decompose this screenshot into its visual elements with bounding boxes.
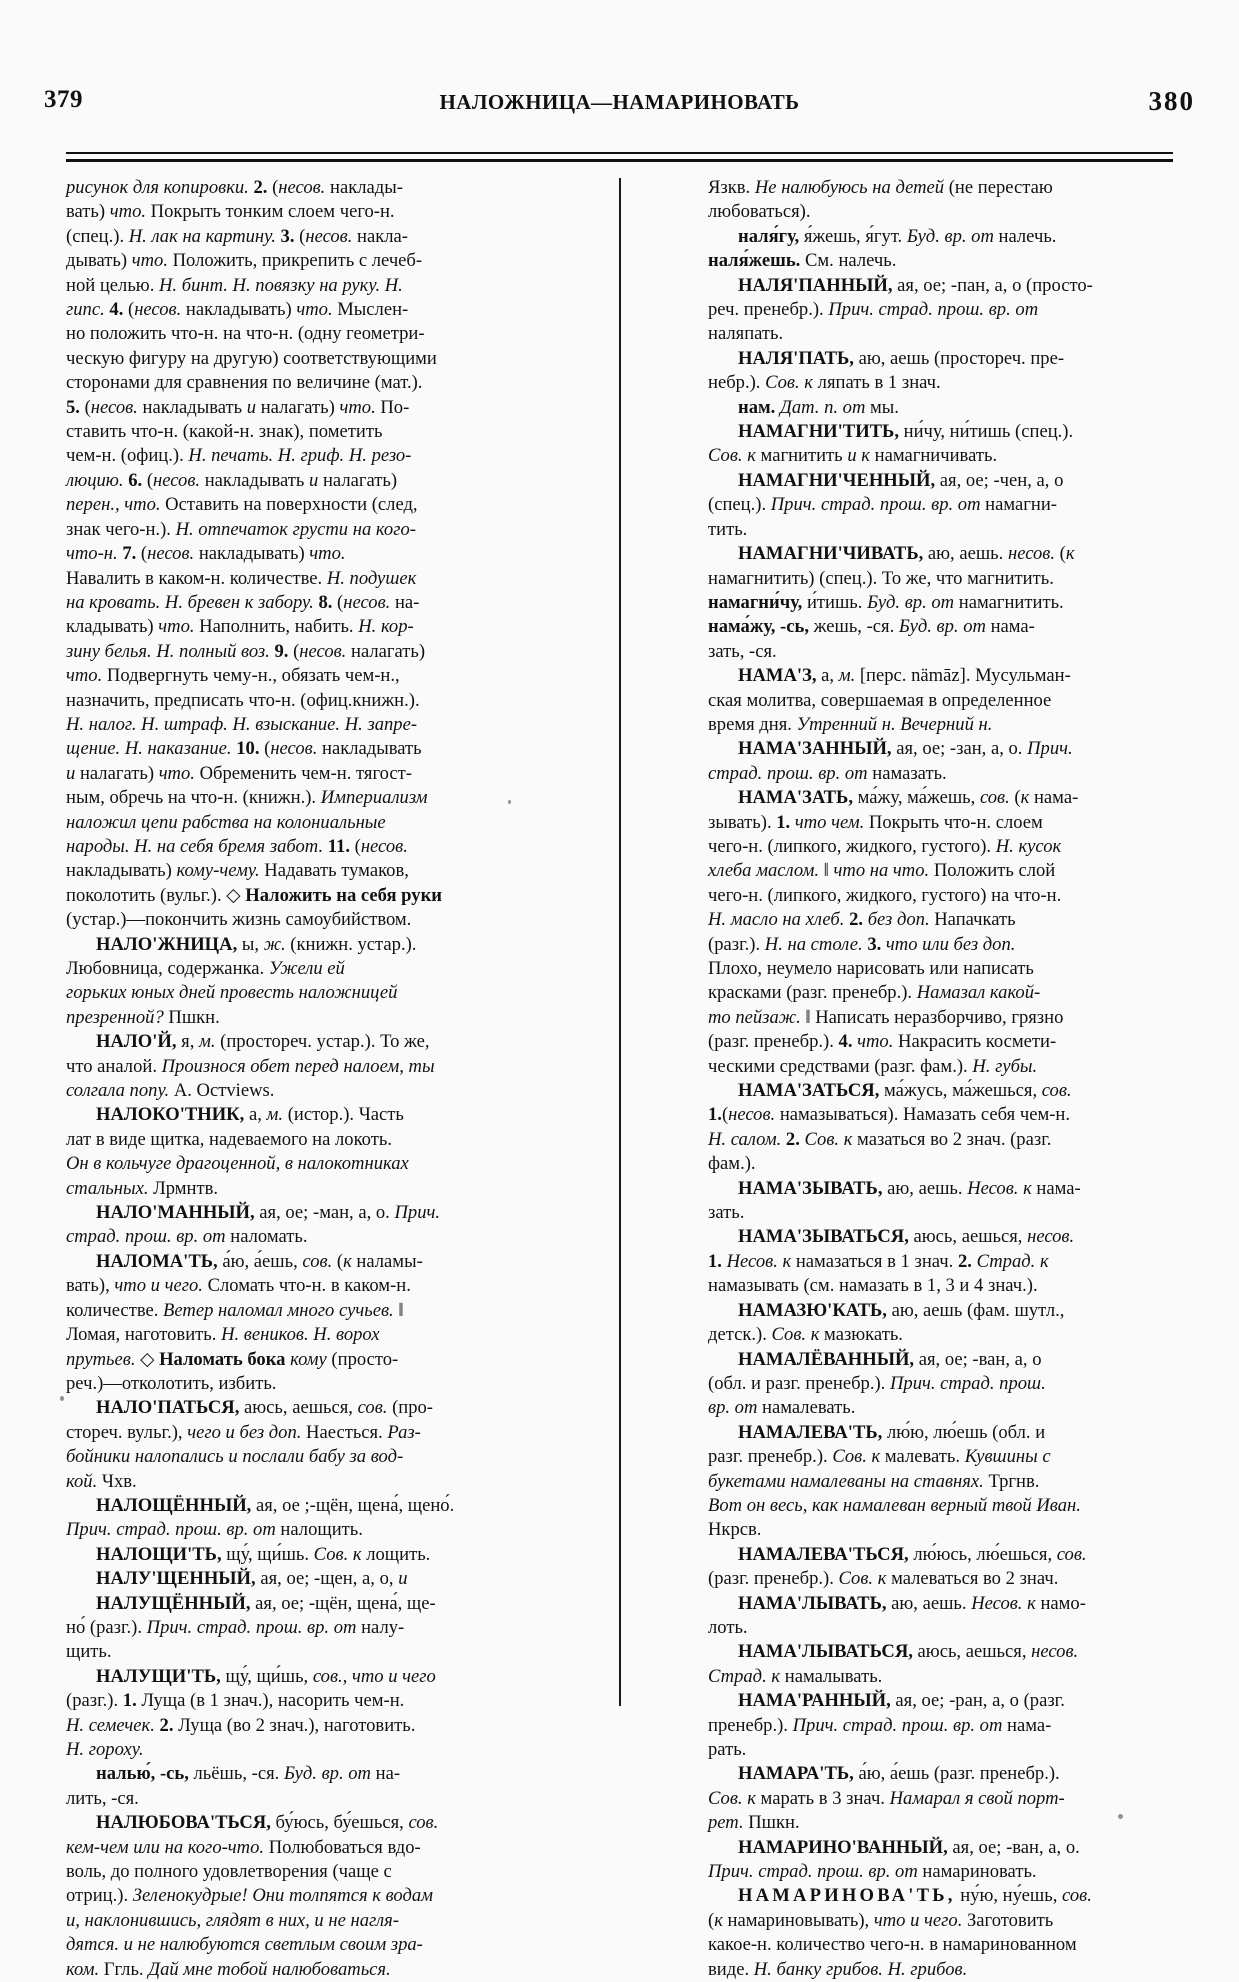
entry-body-line: страд. прош. вр. от намазать.	[708, 762, 947, 784]
entry-body-line: отриц.). Зеленокудрые! Они толпятся к водам	[66, 1885, 434, 1907]
entry-body-line: (к намариновывать), что и чего. Заготовить	[708, 1909, 1054, 1931]
scan-speck	[60, 1396, 64, 1401]
entry-headword-line: НАМАРИНОВА'ТЬ, ну́ю, ну́ешь, сов.	[738, 1885, 1092, 1907]
scan-speck	[1118, 1814, 1123, 1819]
entry-headword-line: НАМА'ЛЫВАТЬСЯ, аюсь, аешься, несов.	[738, 1641, 1079, 1663]
entry-headword-line: НАЛОЩИ'ТЬ, щу́, щи́шь. Сов. к лощить.	[96, 1543, 431, 1565]
continuation-line: (устар.)—покончить жизнь самоубийством.	[66, 909, 412, 931]
entry-headword-line: НАМАРИНО'ВАННЫЙ, ая, ое; -ван, а, о.	[738, 1836, 1080, 1858]
entry-body-line: воль, до полного удовлетворения (чаще с	[66, 1861, 392, 1883]
entry-body-line: хлеба маслом. ‖ что на что. Положить слой	[708, 860, 1056, 882]
entry-body-line: зать.	[708, 1202, 745, 1224]
entry-body-line: прутьев. ◇ Наломать бока кому (просто-	[66, 1348, 399, 1370]
text-columns	[66, 176, 1173, 1980]
folio-left: 379	[44, 86, 83, 113]
continuation-line: ной целью. Н. бинт. Н. повязку на руку. Н.	[66, 274, 403, 296]
entry-headword-line: НАМА'ЗЫВАТЬ, аю, аешь. Несов. к нама-	[738, 1177, 1081, 1199]
entry-body-line: фам.).	[708, 1153, 756, 1175]
entry-body-line: пренебр.). Прич. страд. прош. вр. от нама-	[708, 1714, 1052, 1736]
entry-body-line: какое-н. количество чего-н. в намаринованном	[708, 1934, 1077, 1956]
entry-headword-line: нам. Дат. п. от мы.	[738, 396, 899, 418]
entry-body-line: намазывать (см. намазать в 1, 3 и 4 знач.).	[708, 1275, 1038, 1297]
entry-body-line: (обл. и разг. пренебр.). Прич. страд. прош.	[708, 1372, 1046, 1394]
entry-body-line: количестве. Ветер наломал много сучьев. ‖	[66, 1299, 404, 1321]
entry-headword-line: НАЛЯ'ПАННЫЙ, ая, ое; -пан, а, о (просто-	[738, 274, 1093, 296]
continuation-line: ным, обречь на что-н. (книжн.). Империализм	[66, 787, 428, 809]
entry-headword-line: НАЛЮБОВА'ТЬСЯ, бу́юсь, бу́ешься, сов.	[96, 1812, 439, 1834]
entry-headword-line: НАМА'РАННЫЙ, ая, ое; -ран, а, о (разг.	[738, 1690, 1065, 1712]
continuation-line: рисунок для копировки. 2. (несов. наклады-	[66, 177, 403, 198]
entry-body-line: ская молитва, совершаемая в определенное	[708, 689, 1052, 711]
entry-body-line: (разг. пренебр.). 4. что. Накрасить космети-	[708, 1031, 1057, 1053]
entry-body-line: кем-чем или на кого-что. Полюбоваться вдо-	[66, 1836, 421, 1858]
entry-body-line: чего-н. (липкого, жидкого, густого) на что-н.	[708, 884, 1062, 906]
continuation-line: любоваться).	[708, 201, 811, 223]
header-rule	[66, 152, 1173, 162]
continuation-line: назначить, предписать что-н. (офиц.книжн.).	[66, 689, 420, 711]
entry-headword-line: НАМАГНИ'ЧИВАТЬ, аю, аешь. несов. (к	[738, 543, 1075, 565]
entry-body-line: букетами намалеваны на ставнях. Тргнв.	[708, 1470, 1040, 1492]
entry-body-line: Н. семечек. 2. Луща (во 2 знач.), наготовить.	[66, 1714, 416, 1736]
continuation-line: Язкв. Не налюбуюсь на детей (не перестаю	[708, 177, 1053, 198]
entry-body-line: щить.	[66, 1641, 112, 1663]
entry-headword-line: наля́гу, я́жешь, я́гут. Буд. вр. от налечь.	[738, 225, 1057, 247]
entry-body-line: лоть.	[708, 1616, 748, 1638]
entry-headword-line: НАЛУЩИ'ТЬ, щу́, щи́шь, сов., что и чего	[96, 1665, 436, 1687]
entry-body-line: наляпать.	[708, 323, 784, 345]
entry-body-line: ческими средствами (разг. фам.). Н. губы.	[708, 1055, 1038, 1077]
entry-body-line: что аналой. Произнося обет перед налоем, ты	[66, 1055, 435, 1077]
entry-body-line: зывать). 1. что чем. Покрыть что-н. слоем	[708, 811, 1043, 833]
entry-body-line: презренной? Пшкн.	[66, 1006, 220, 1028]
entry-body-line: дятся. и не налюбуются светлым своим зра-	[66, 1934, 423, 1956]
entry-headword-line: НАЛУЩЁННЫЙ, ая, ое; -щён, щена́, ще-	[96, 1592, 436, 1614]
entry-body-line: (разг.). 1. Луща (в 1 знач.), насорить чем-н.	[66, 1690, 405, 1712]
entry-body-line: вр. от намалевать.	[708, 1397, 856, 1419]
continuation-line: что-н. 7. (несов. накладывать) что.	[66, 543, 346, 565]
entry-body-line: Ломая, наготовить. Н. веников. Н. ворох	[66, 1324, 380, 1346]
entry-body-line: лить, -ся.	[66, 1787, 139, 1809]
entry-body-line: страд. прош. вр. от наломать.	[66, 1226, 308, 1248]
entry-body-line: рет. Пшкн.	[708, 1812, 800, 1834]
entry-headword-line: НАЛО'Й, я, м. (простореч. устар.). То же,	[96, 1031, 430, 1053]
entry-body-line: наля́жешь. См. налечь.	[708, 250, 897, 272]
entry-body-line: Н. масло на хлеб. 2. без доп. Напачкать	[708, 909, 1016, 931]
entry-body-line: Сов. к магнитить и к намагничивать.	[708, 445, 998, 467]
entry-headword-line: НАМАЛЕВА'ТЬ, лю́ю, лю́ешь (обл. и	[738, 1421, 1046, 1443]
entry-body-line: то пейзаж. ‖ Написать неразборчиво, грязно	[708, 1006, 1064, 1028]
entry-body-line: зать, -ся.	[708, 640, 777, 662]
continuation-line: сторонами для сравнения по величине (мат.).	[66, 372, 423, 394]
entry-body-line: намагнитить) (спец.). То же, что магнитить.	[708, 567, 1054, 589]
entry-headword-line: НАМАГНИ'ТИТЬ, ни́чу, ни́тишь (спец.).	[738, 421, 1074, 443]
column-left	[66, 176, 531, 1980]
entry-body-line: Прич. страд. прош. вр. от налощить.	[66, 1519, 363, 1541]
entry-body-line: лат в виде щитка, надеваемого на локоть.	[66, 1128, 392, 1150]
running-head	[0, 86, 1239, 120]
continuation-line: (спец.). Н. лак на картину. 3. (несов. накла-	[66, 225, 408, 247]
entry-body-line: Он в кольчуге драгоценной, в налокотниках	[66, 1153, 409, 1175]
continuation-line: гипс. 4. (несов. накладывать) что. Мыслен-	[66, 299, 409, 321]
entry-headword-line: НАМА'ЗАТЬ, ма́жу, ма́жешь, сов. (к нама-	[738, 787, 1079, 809]
continuation-line: дывать) что. Положить, прикрепить с лечеб-	[66, 250, 423, 272]
running-title: НАЛОЖНИЦА—НАМАРИНОВАТЬ	[439, 90, 800, 114]
entry-body-line: стальных. Лрмнтв.	[66, 1177, 219, 1199]
continuation-line: вать) что. Покрыть тонким слоем чего-н.	[66, 201, 395, 223]
continuation-line: кладывать) что. Наполнить, набить. Н. кор-	[66, 616, 414, 638]
entry-headword-line: НАЛОКО'ТНИК, а, м. (истор.). Часть	[96, 1104, 404, 1126]
entry-body-line: Н. гороху.	[66, 1739, 144, 1760]
entry-headword-line: НАМАГНИ'ЧЕННЫЙ, ая, ое; -чен, а, о	[738, 469, 1064, 491]
continuation-line: накладывать) кому-чему. Надавать тумаков,	[66, 860, 409, 882]
entry-body-line: Н. салом. 2. Сов. к мазаться во 2 знач. (разг.	[708, 1128, 1052, 1150]
entry-body-line: реч.)—отколотить, избить.	[66, 1372, 277, 1394]
entry-headword-line: НАЛЯ'ПАТЬ, аю, аешь (простореч. пре-	[738, 347, 1065, 369]
entry-body-line: но́ (разг.). Прич. страд. прош. вр. от налу-	[66, 1616, 405, 1638]
entry-headword-line: НАЛО'МАННЫЙ, ая, ое; -ман, а, о. Прич.	[96, 1202, 441, 1224]
column-divider	[531, 176, 708, 1816]
entry-body-line: тить.	[708, 518, 748, 540]
continuation-line: ставить что-н. (какой-н. знак), пометить	[66, 421, 383, 443]
entry-body-line: разг. пренебр.). Сов. к малевать. Кувшины с	[708, 1446, 1051, 1468]
continuation-line: щение. Н. наказание. 10. (несов. накладывать	[66, 738, 422, 760]
entry-headword-line: НАМАЛЁВАННЫЙ, ая, ое; -ван, а, о	[738, 1348, 1042, 1370]
scan-speck	[508, 800, 511, 804]
continuation-line: наложил цепи рабства на колониальные	[66, 811, 386, 833]
entry-headword-line: НАМА'З, а, м. [перс. nämāz]. Мусульман-	[738, 665, 1071, 687]
entry-headword-line: НАМА'ЗАТЬСЯ, ма́жусь, ма́жешься, сов.	[738, 1080, 1072, 1102]
continuation-line: перен., что. Оставить на поверхности (след,	[66, 494, 418, 516]
continuation-line: на кровать. Н. бревен к забору. 8. (несов. на-	[66, 591, 420, 613]
entry-body-line: Нкрсв.	[708, 1519, 762, 1541]
entry-body-line: Вот он весь, как намалеван верный твой Иван.	[708, 1494, 1081, 1516]
entry-body-line: (разг. пренебр.). Сов. к малеваться во 2 знач.	[708, 1568, 1059, 1590]
entry-body-line: солгала попу. А. Остviews.	[66, 1080, 275, 1102]
entry-body-line: Страд. к намалывать.	[708, 1665, 883, 1687]
entry-body-line: (разг.). Н. на столе. 3. что или без доп.	[708, 933, 1016, 955]
entry-body-line: Прич. страд. прош. вр. от намариновать.	[708, 1861, 1037, 1883]
entry-headword-line: НАМАЛЕВА'ТЬСЯ, лю́юсь, лю́ешься, сов.	[738, 1543, 1087, 1565]
continuation-line: чем-н. (офиц.). Н. печать. Н. гриф. Н. резо-	[66, 445, 412, 467]
entry-headword-line: налью́, -сь, льёшь, -ся. Буд. вр. от на-	[96, 1763, 401, 1785]
entry-headword-line: НАМА'ЛЫВАТЬ, аю, аешь. Несов. к намо-	[738, 1592, 1086, 1614]
entry-body-line: детск.). Сов. к мазюкать.	[708, 1324, 903, 1346]
entry-body-line: небр.). Сов. к ляпать в 1 знач.	[708, 372, 941, 394]
entry-body-line: Сов. к марать в 3 знач. Намарал я свой порт-	[708, 1787, 1065, 1809]
entry-headword-line: НАЛОМА'ТЬ, а́ю, а́ешь, сов. (к наламы-	[96, 1250, 423, 1272]
entry-body-line: и, наклонившись, глядят в них, и не нагля-	[66, 1909, 399, 1931]
entry-body-line: красками (разг. пренебр.). Намазал какой-	[708, 982, 1041, 1004]
entry-body-line: чего-н. (липкого, жидкого, густого). Н. кусок	[708, 835, 1062, 857]
entry-body-line: намагни́чу, и́тишь. Буд. вр. от намагнитить.	[708, 591, 1064, 613]
entry-headword-line: НАМАЗЮ'КАТЬ, аю, аешь (фам. шутл.,	[738, 1299, 1065, 1321]
continuation-line: но положить что-н. на что-н. (одну геометри-	[66, 323, 425, 345]
entry-headword-line: НАМА'ЗАННЫЙ, ая, ое; -зан, а, о. Прич.	[738, 738, 1073, 760]
entry-body-line: время дня. Утренний н. Вечерний н.	[708, 713, 993, 735]
entry-body-line: стореч. вульг.), чего и без доп. Наесться. Раз-	[66, 1421, 421, 1443]
continuation-line: что. Подвергнуть чему-н., обязать чем-н.,	[66, 665, 400, 687]
entry-body-line: рать.	[708, 1739, 747, 1760]
entry-body-line: ком. Ггль. Дай мне тобой налюбоваться.	[66, 1958, 391, 1980]
entry-body-line: нама́жу, -сь, жешь, -ся. Буд. вр. от нама-	[708, 616, 1035, 638]
folio-right: 380	[1148, 86, 1195, 116]
entry-headword-line: НАМА'ЗЫВАТЬСЯ, аюсь, аешься, несов.	[738, 1226, 1075, 1248]
entry-body-line: вать), что и чего. Сломать что-н. в каком-н.	[66, 1275, 411, 1297]
continuation-line: народы. Н. на себя бремя забот. 11. (несов.	[66, 835, 408, 857]
continuation-line: люцию. 6. (несов. накладывать и налагать)	[66, 469, 398, 491]
continuation-line: ческую фигуру на другую) соответствующими	[66, 347, 437, 369]
entry-body-line: горьких юных дней провесть наложницей	[66, 982, 398, 1004]
continuation-line: поколотить (вульг.). ◇ Наложить на себя руки	[66, 884, 443, 906]
continuation-line: Н. налог. Н. штраф. Н. взыскание. Н. запре-	[66, 713, 418, 735]
entry-body-line: (спец.). Прич. страд. прош. вр. от намагни-	[708, 494, 1057, 516]
entry-body-line: кой. Чхв.	[66, 1470, 137, 1492]
entry-headword-line: НАМАРА'ТЬ, а́ю, а́ешь (разг. пренебр.).	[738, 1763, 1060, 1785]
entry-body-line: Плохо, неумело нарисовать или написать	[708, 958, 1034, 979]
continuation-line: знак чего-н.). Н. отпечаток грусти на кого-	[66, 518, 416, 540]
entry-body-line: 1.(несов. намазываться). Намазать себя чем-н.	[708, 1104, 1071, 1126]
entry-headword-line: НАЛО'ПАТЬСЯ, аюсь, аешься, сов. (про-	[96, 1397, 433, 1419]
continuation-line: и налагать) что. Обременить чем-н. тягост-	[66, 762, 412, 784]
entry-body-line: Любовница, содержанка. Ужели ей	[66, 958, 345, 979]
entry-body-line: 1. Несов. к намазаться в 1 знач. 2. Страд. к	[708, 1250, 1049, 1272]
column-right	[708, 176, 1173, 1980]
continuation-line: Навалить в каком-н. количестве. Н. подушек	[66, 567, 417, 589]
entry-body-line: бойники налопались и послали бабу за вод-	[66, 1446, 404, 1468]
entry-headword-line: НАЛОЩЁННЫЙ, ая, ое ;-щён, щена́, щено́.	[96, 1494, 455, 1516]
entry-headword-line: НАЛО'ЖНИЦА, ы, ж. (книжн. устар.).	[96, 933, 417, 955]
entry-body-line: реч. пренебр.). Прич. страд. прош. вр. от	[708, 299, 1039, 321]
entry-headword-line: НАЛУ'ЩЕННЫЙ, ая, ое; -щен, а, о, и	[96, 1568, 408, 1590]
entry-body-line: виде. Н. банку грибов. Н. грибов.	[708, 1958, 968, 1980]
continuation-line: 5. (несов. накладывать и налагать) что. По-	[66, 396, 410, 418]
continuation-line: зину белья. Н. полный воз. 9. (несов. налагать)	[66, 640, 426, 662]
